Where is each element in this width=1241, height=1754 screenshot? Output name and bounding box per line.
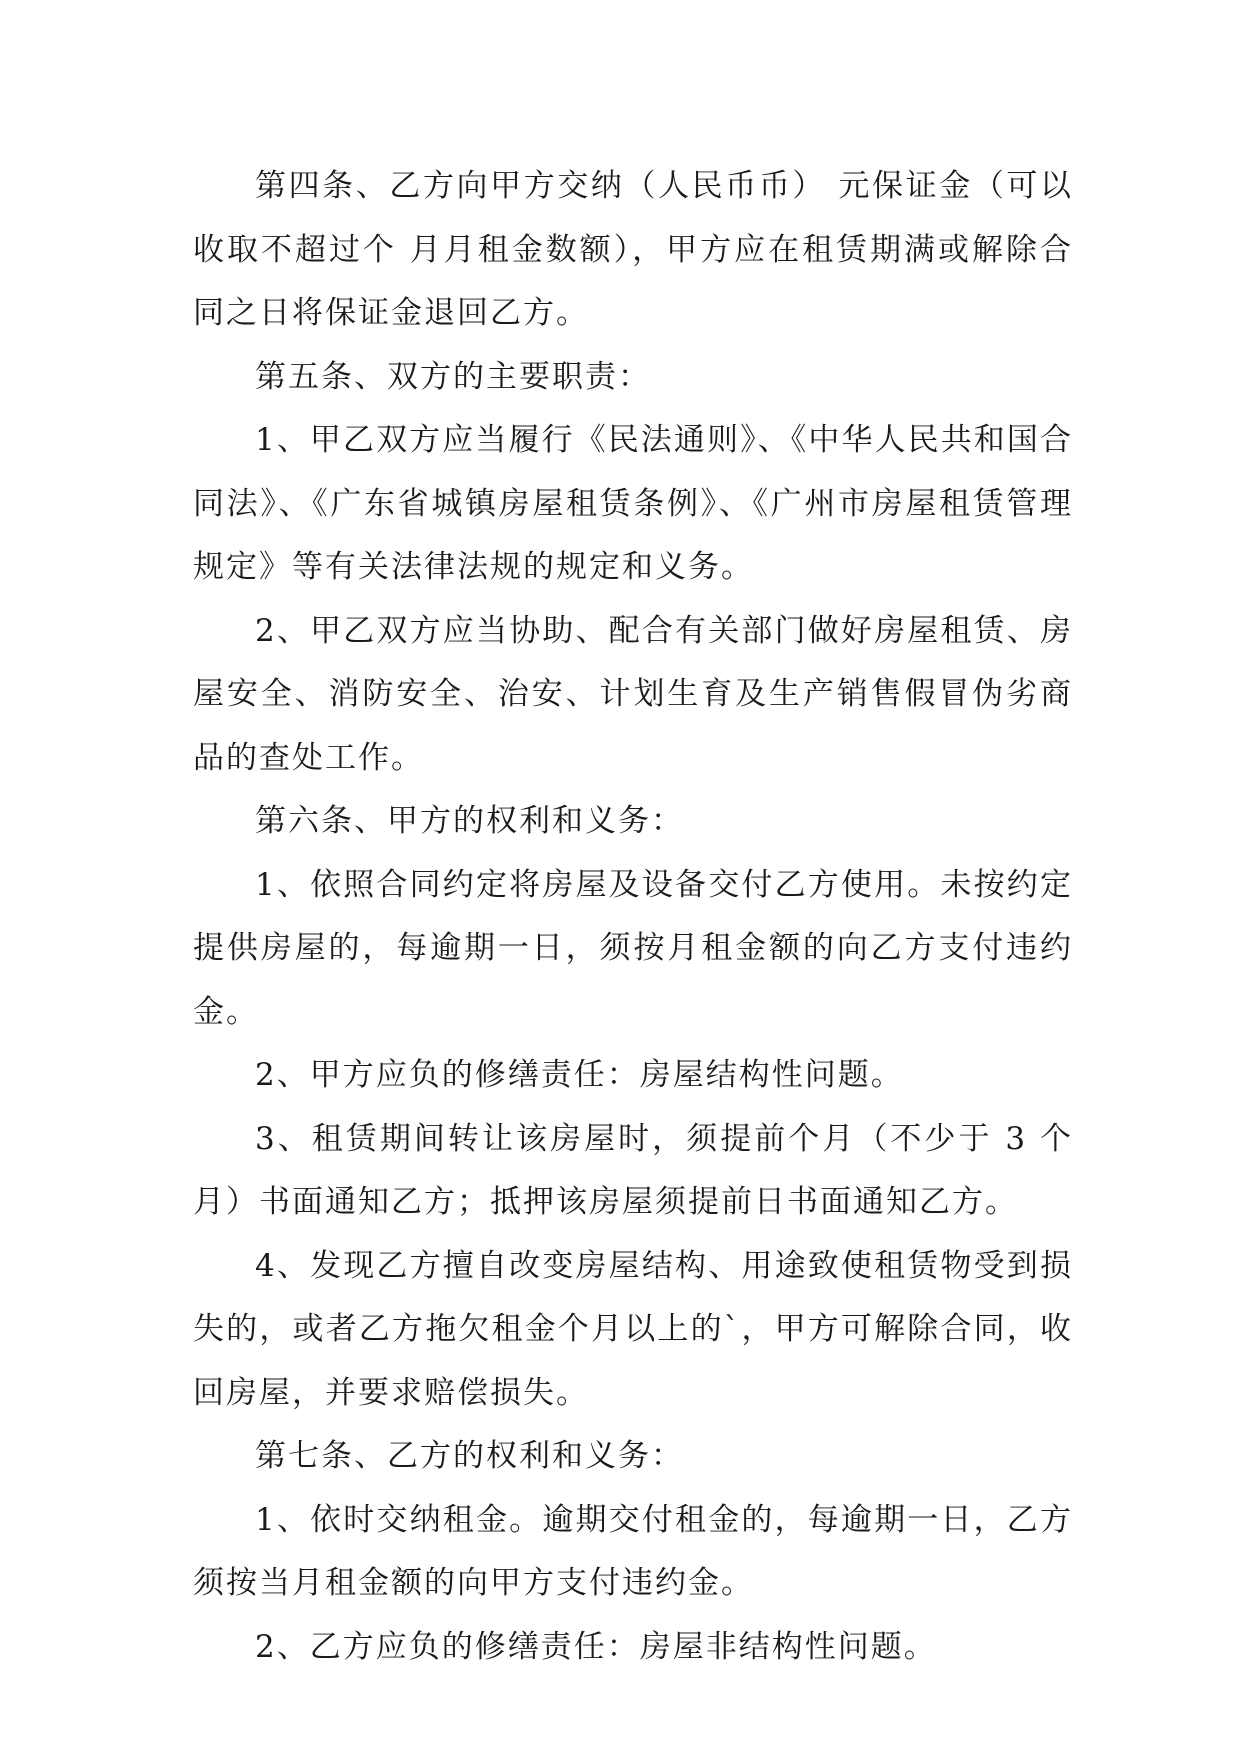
paragraph-article-6-item-3: 3、租赁期间转让该房屋时，须提前个月（不少于 3 个月）书面通知乙方；抵押该房屋须提前日书面通知乙方。: [193, 1120, 1073, 1220]
paragraph-article-6-heading: 第六条、甲方的权利和义务：: [255, 803, 684, 839]
paragraph-article-7-heading: 第七条、乙方的权利和义务：: [255, 1438, 684, 1474]
paragraph-article-7-item-2: 2、乙方应负的修缮责任：房屋非结构性问题。: [255, 1628, 937, 1665]
paragraph-article-4: 第四条、乙方向甲方交纳（人民币币） 元保证金（可以收取不超过个 月月租金数额），甲方应在租赁期满或解除合同之日将保证金退回乙方。: [193, 168, 1073, 331]
document-body: [193, 155, 1073, 1679]
paragraph-article-5-item-2: 2、甲乙双方应当协助、配合有关部门做好房屋租赁、房屋安全、消防安全、治安、计划生育及生产销售假冒伪劣商品的查处工作。: [193, 612, 1073, 776]
paragraph-article-6-item-4: 4、发现乙方擅自改变房屋结构、用途致使租赁物受到损失的，或者乙方拖欠租金个月以上的`，甲方可解除合同，收回房屋，并要求赔偿损失。: [193, 1247, 1073, 1411]
paragraph-article-5-heading: 第五条、双方的主要职责：: [255, 358, 651, 395]
paragraph-article-7-item-1: 1、依时交纳租金。逾期交付租金的，每逾期一日，乙方须按当月租金额的向甲方支付违约金。: [193, 1501, 1073, 1601]
paragraph-article-6-item-2: 2、甲方应负的修缮责任：房屋结构性问题。: [255, 1057, 904, 1093]
paragraph-article-6-item-1: 1、依照合同约定将房屋及设备交付乙方使用。未按约定提供房屋的，每逾期一日，须按月租金额的向乙方支付违约金。: [193, 866, 1073, 1030]
paragraph-article-5-item-1: 1、甲乙双方应当履行《民法通则》、《中华人民共和国合同法》、《广东省城镇房屋租赁条例》、《广州市房屋租赁管理规定》等有关法律法规的规定和义务。: [193, 422, 1073, 585]
